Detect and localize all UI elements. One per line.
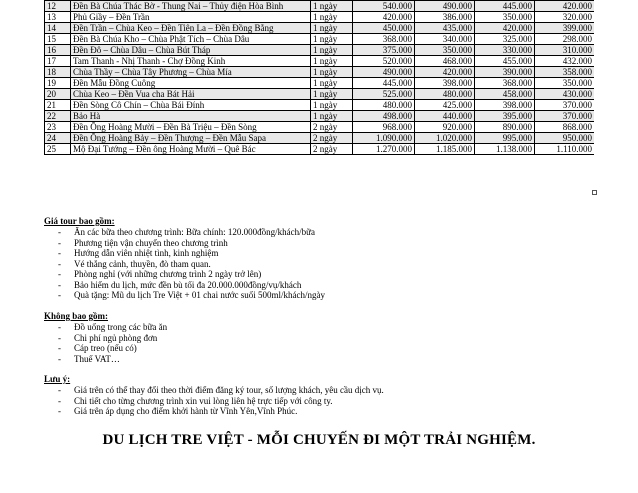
- price-1-cell: 498.000: [353, 111, 415, 122]
- price-4-cell: 430.000: [535, 89, 595, 100]
- route-name-cell: Đền Trần – Chùa Keo – Đền Tiên La – Đền Đồng Bằng: [71, 23, 311, 34]
- price-1-cell: 420.000: [353, 12, 415, 23]
- price-3-cell: 330.000: [475, 45, 535, 56]
- price-2-cell: 480.000: [415, 89, 475, 100]
- price-4-cell: 370.000: [535, 100, 595, 111]
- notes-list: [58, 385, 384, 417]
- excluded-heading: Không bao gồm:: [44, 311, 109, 321]
- included-item: - Phương tiện vận chuyển theo chương trình: [58, 238, 325, 249]
- price-4-cell: 298.000: [535, 34, 595, 45]
- table-row: [45, 78, 595, 89]
- duration-cell: 1 ngày: [311, 89, 353, 100]
- price-3-cell: 995.000: [475, 133, 535, 144]
- price-2-cell: 420.000: [415, 67, 475, 78]
- duration-cell: 2 ngày: [311, 144, 353, 155]
- price-4-cell: 950.000: [535, 133, 595, 144]
- route-name-cell: Đền Đô – Chùa Dâu – Chùa Bút Tháp: [71, 45, 311, 56]
- table-row: [45, 67, 595, 78]
- included-item: - Phòng nghỉ (với những chương trình 2 ngày trở lên): [58, 269, 325, 280]
- duration-cell: 2 ngày: [311, 122, 353, 133]
- table-row: [45, 34, 595, 45]
- price-4-cell: 310.000: [535, 45, 595, 56]
- route-name-cell: Phủ Giầy – Đền Trần: [71, 12, 311, 23]
- row-number-cell: 19: [45, 78, 71, 89]
- price-4-cell: 350.000: [535, 78, 595, 89]
- row-number-cell: 17: [45, 56, 71, 67]
- duration-cell: 1 ngày: [311, 78, 353, 89]
- duration-cell: 1 ngày: [311, 56, 353, 67]
- price-2-cell: 440.000: [415, 111, 475, 122]
- price-3-cell: 890.000: [475, 122, 535, 133]
- row-number-cell: 16: [45, 45, 71, 56]
- price-1-cell: 520.000: [353, 56, 415, 67]
- price-4-cell: 358.000: [535, 67, 595, 78]
- price-2-cell: 435.000: [415, 23, 475, 34]
- price-1-cell: 1.090.000: [353, 133, 415, 144]
- note-item: - Giá trên áp dụng cho điểm khởi hành từ Vĩnh Yên,Vĩnh Phúc.: [58, 406, 384, 417]
- included-item: - Bảo hiểm du lịch, mức đền bù tối đa 20.000.000đồng/vụ/khách: [58, 280, 325, 291]
- included-item: - Vé thắng cảnh, thuyền, đò tham quan.: [58, 259, 325, 270]
- duration-cell: 1 ngày: [311, 1, 353, 12]
- price-1-cell: 490.000: [353, 67, 415, 78]
- table-row: [45, 23, 595, 34]
- row-number-cell: 24: [45, 133, 71, 144]
- row-number-cell: 15: [45, 34, 71, 45]
- price-2-cell: 920.000: [415, 122, 475, 133]
- price-3-cell: 445.000: [475, 1, 535, 12]
- price-2-cell: 340.000: [415, 34, 475, 45]
- price-1-cell: 445.000: [353, 78, 415, 89]
- price-3-cell: 455.000: [475, 56, 535, 67]
- duration-cell: 1 ngày: [311, 100, 353, 111]
- table-row: [45, 1, 595, 12]
- route-name-cell: Đền Ông Hoàng Mười – Đền Bà Triệu – Đền Sòng: [71, 122, 311, 133]
- price-3-cell: 398.000: [475, 100, 535, 111]
- price-3-cell: 368.000: [475, 78, 535, 89]
- price-4-cell: 1.110.000: [535, 144, 595, 155]
- row-number-cell: 14: [45, 23, 71, 34]
- excluded-item: - Đồ uống trong các bữa ăn: [58, 322, 167, 333]
- price-1-cell: 480.000: [353, 100, 415, 111]
- route-name-cell: Chùa Thầy – Chùa Tây Phương – Chùa Mía: [71, 67, 311, 78]
- slogan: DU LỊCH TRE VIỆT - MỖI CHUYẾN ĐI MỘT TRẢI NGHIỆM.: [102, 432, 536, 448]
- price-1-cell: 540.000: [353, 1, 415, 12]
- route-name-cell: Đền Bà Chúa Thác Bờ - Thung Nai – Thủy điện Hòa Bình: [71, 1, 311, 12]
- route-name-cell: Đền Mẫu Đồng Cuông: [71, 78, 311, 89]
- price-2-cell: 398.000: [415, 78, 475, 89]
- price-table-container: [44, 0, 594, 190]
- row-number-cell: 20: [45, 89, 71, 100]
- excluded-item: - Cáp treo (nếu có): [58, 343, 167, 354]
- included-item: - Ăn các bữa theo chương trình: Bữa chính: 120.000đồng/khách/bữa: [58, 227, 325, 238]
- price-3-cell: 390.000: [475, 67, 535, 78]
- price-1-cell: 1.270.000: [353, 144, 415, 155]
- row-number-cell: 22: [45, 111, 71, 122]
- table-row: [45, 12, 595, 23]
- duration-cell: 1 ngày: [311, 23, 353, 34]
- duration-cell: 2 ngày: [311, 133, 353, 144]
- row-number-cell: 21: [45, 100, 71, 111]
- route-name-cell: Mộ Đại Tướng – Đền ông Hoàng Mười – Quê Bác: [71, 144, 311, 155]
- price-3-cell: 1.138.000: [475, 144, 535, 155]
- price-3-cell: 420.000: [475, 23, 535, 34]
- table-row: [45, 89, 595, 100]
- row-number-cell: 25: [45, 144, 71, 155]
- table-row: [45, 122, 595, 133]
- price-3-cell: 350.000: [475, 12, 535, 23]
- price-3-cell: 395.000: [475, 111, 535, 122]
- duration-cell: 1 ngày: [311, 67, 353, 78]
- price-4-cell: 432.000: [535, 56, 595, 67]
- price-2-cell: 468.000: [415, 56, 475, 67]
- row-number-cell: 18: [45, 67, 71, 78]
- excluded-list: [58, 322, 167, 364]
- included-heading: Giá tour bao gồm:: [44, 216, 115, 226]
- price-1-cell: 368.000: [353, 34, 415, 45]
- tour-price-table: [44, 0, 594, 155]
- price-1-cell: 968.000: [353, 122, 415, 133]
- route-name-cell: Bảo Hà: [71, 111, 311, 122]
- notes-heading: Lưu ý:: [44, 374, 71, 384]
- table-row: [45, 100, 595, 111]
- price-4-cell: 420.000: [535, 1, 595, 12]
- table-row: [45, 56, 595, 67]
- price-1-cell: 450.000: [353, 23, 415, 34]
- route-name-cell: Chùa Keo – Đền Vua cha Bát Hải: [71, 89, 311, 100]
- included-item: - Quà tặng: Mũ du lịch Tre Việt + 01 chai nước suối 500ml/khách/ngày: [58, 290, 325, 301]
- route-name-cell: Đền Ông Hoàng Bảy – Đền Thượng – Đền Mẫu Sapa: [71, 133, 311, 144]
- row-number-cell: 12: [45, 1, 71, 12]
- excluded-item: - Chi phí ngủ phòng đơn: [58, 333, 167, 344]
- price-4-cell: 399.000: [535, 23, 595, 34]
- duration-cell: 1 ngày: [311, 111, 353, 122]
- price-3-cell: 325.000: [475, 34, 535, 45]
- price-2-cell: 1.020.000: [415, 133, 475, 144]
- duration-cell: 1 ngày: [311, 34, 353, 45]
- table-row: [45, 111, 595, 122]
- route-name-cell: Tam Thanh - Nhị Thanh - Chợ Đồng Kinh: [71, 56, 311, 67]
- note-item: - Chi tiết cho từng chương trình xin vui lòng liên hệ trực tiếp với công ty.: [58, 396, 384, 407]
- note-item: - Giá trên có thể thay đổi theo thời điểm đăng ký tour, số lượng khách, yêu cầu dịch vụ.: [58, 385, 384, 396]
- table-body: [45, 1, 595, 155]
- row-number-cell: 13: [45, 12, 71, 23]
- price-4-cell: 868.000: [535, 122, 595, 133]
- price-3-cell: 458.000: [475, 89, 535, 100]
- price-4-cell: 370.000: [535, 111, 595, 122]
- price-2-cell: 490.000: [415, 1, 475, 12]
- duration-cell: 1 ngày: [311, 12, 353, 23]
- price-2-cell: 386.000: [415, 12, 475, 23]
- included-item: - Hướng dẫn viên nhiệt tình, kinh nghiệm: [58, 248, 325, 259]
- price-4-cell: 320.000: [535, 12, 595, 23]
- table-row: [45, 133, 595, 144]
- route-name-cell: Đền Bà Chúa Kho – Chùa Phật Tích – Chùa Dâu: [71, 34, 311, 45]
- table-row: [45, 144, 595, 155]
- route-name-cell: Đền Sòng Cô Chín – Chùa Bái Đính: [71, 100, 311, 111]
- excluded-item: - Thuế VAT…: [58, 354, 167, 365]
- table-resize-handle[interactable]: [592, 190, 597, 195]
- price-2-cell: 1.185.000: [415, 144, 475, 155]
- price-1-cell: 375.000: [353, 45, 415, 56]
- duration-cell: 1 ngày: [311, 45, 353, 56]
- table-row: [45, 45, 595, 56]
- row-number-cell: 23: [45, 122, 71, 133]
- price-2-cell: 425.000: [415, 100, 475, 111]
- price-2-cell: 350.000: [415, 45, 475, 56]
- included-list: [58, 227, 325, 301]
- price-1-cell: 525.000: [353, 89, 415, 100]
